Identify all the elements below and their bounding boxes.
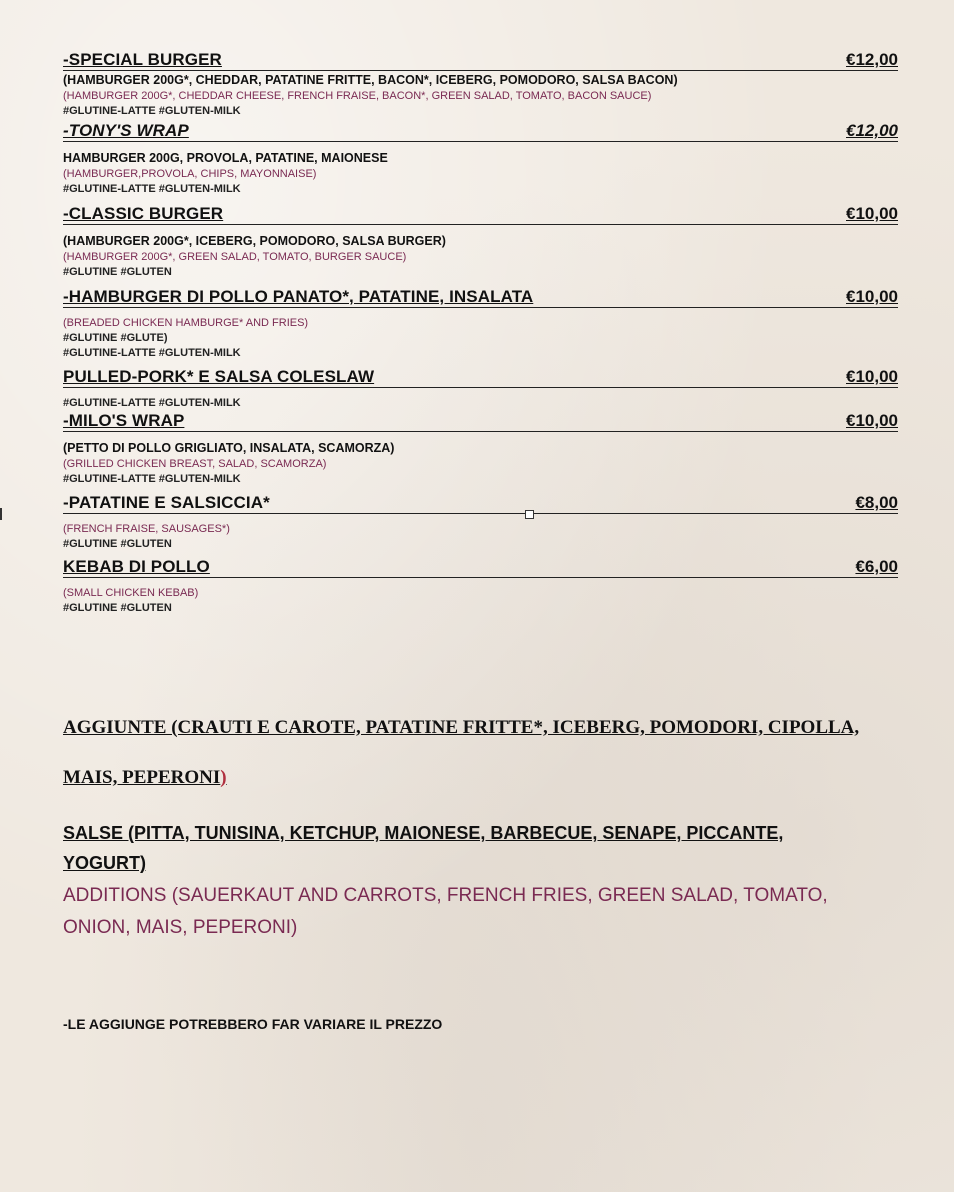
menu-item-allergens: #GLUTINE #GLUTEN xyxy=(63,602,172,614)
price-note: -LE AGGIUNGE POTREBBERO FAR VARIARE IL PREZZO xyxy=(63,1016,443,1032)
menu-item-header xyxy=(63,557,898,578)
menu-item-allergens: #GLUTINE #GLUTE) xyxy=(63,332,168,344)
menu-item-price: €10,00 xyxy=(846,204,898,223)
menu-item-tonys-wrap xyxy=(63,121,898,197)
menu-item-special-burger xyxy=(63,50,898,119)
menu-item-allergens-2: #GLUTINE-LATTE #GLUTEN-MILK xyxy=(63,347,241,359)
menu-item-price: €6,00 xyxy=(855,557,898,576)
menu-item-price: €12,00 xyxy=(846,50,898,69)
menu-item-title: KEBAB DI POLLO xyxy=(63,557,210,576)
menu-item-title: PULLED-PORK* E SALSA COLESLAW xyxy=(63,367,375,386)
aggiunte-line-1: AGGIUNTE (CRAUTI E CAROTE, PATATINE FRITTE*, ICEBERG, POMODORI, CIPOLLA, xyxy=(63,717,860,738)
menu-item-description-it: (HAMBURGER 200G*, ICEBERG, POMODORO, SALSA BURGER) xyxy=(63,234,446,248)
menu-item-header xyxy=(63,411,898,432)
menu-item-description-en: (BREADED CHICKEN HAMBURGE* AND FRIES) xyxy=(63,317,309,329)
menu-item-allergens: #GLUTINE #GLUTEN xyxy=(63,266,172,278)
menu-item-description-en: (GRILLED CHICKEN BREAST, SALAD, SCAMORZA) xyxy=(63,458,327,470)
menu-item-description-en: (FRENCH FRAISE, SAUSAGES*) xyxy=(63,523,230,535)
menu-item-price: €10,00 xyxy=(846,287,898,306)
menu-item-allergens: #GLUTINE #GLUTEN xyxy=(63,538,172,550)
menu-item-header xyxy=(63,493,898,514)
menu-item-description-it: (PETTO DI POLLO GRIGLIATO, INSALATA, SCAMORZA) xyxy=(63,441,395,455)
salse-list: SALSE (PITTA, TUNISINA, KETCHUP, MAIONESE, BARBECUE, SENAPE, PICCANTE, YOGURT) xyxy=(63,823,784,873)
aggiunte-line-2-text: MAIS, PEPERONI xyxy=(63,767,221,788)
menu-item-classic-burger xyxy=(63,204,898,280)
menu-item-description-en: (HAMBURGER 200G*, GREEN SALAD, TOMATO, BURGER SAUCE) xyxy=(63,251,407,263)
menu-item-title: -SPECIAL BURGER xyxy=(63,50,222,69)
aggiunte-line-2 xyxy=(63,767,903,789)
menu-item-title: -HAMBURGER DI POLLO PANATO*, PATATINE, INSALATA xyxy=(63,287,534,306)
menu-item-allergens: #GLUTINE-LATTE #GLUTEN-MILK xyxy=(63,183,241,195)
menu-item-header xyxy=(63,50,898,71)
aggiunte-close-paren: ) xyxy=(220,767,227,788)
menu-item-allergens: #GLUTINE-LATTE #GLUTEN-MILK xyxy=(63,397,241,409)
menu-item-header xyxy=(63,204,898,225)
menu-item-title: -CLASSIC BURGER xyxy=(63,204,224,223)
menu-item-title: -MILO'S WRAP xyxy=(63,411,185,430)
edge-marker xyxy=(0,508,2,520)
menu-item-description-it: HAMBURGER 200G, PROVOLA, PATATINE, MAIONESE xyxy=(63,151,388,165)
menu-item-description-en: (HAMBURGER 200G*, CHEDDAR CHEESE, FRENCH FRAISE, BACON*, GREEN SALAD, TOMATO, BACON SAUCE) xyxy=(63,90,652,102)
menu-item-pulled-pork xyxy=(63,367,898,411)
menu-item-title: -PATATINE E SALSICCIA* xyxy=(63,493,270,512)
menu-item-milos-wrap xyxy=(63,411,898,487)
menu-item-header xyxy=(63,367,898,388)
menu-item-price: €8,00 xyxy=(855,493,898,512)
menu-item-price: €12,00 xyxy=(846,121,898,140)
menu-item-allergens: #GLUTINE-LATTE #GLUTEN-MILK xyxy=(63,473,241,485)
menu-item-title: -TONY'S WRAP xyxy=(63,121,189,140)
menu-item-chicken-burger xyxy=(63,287,898,361)
menu-item-price: €10,00 xyxy=(846,411,898,430)
menu-item-description-en: (HAMBURGER,PROVOLA, CHIPS, MAYONNAISE) xyxy=(63,168,317,180)
menu-item-description-it: (HAMBURGER 200G*, CHEDDAR, PATATINE FRITTE, BACON*, ICEBERG, POMODORO, SALSA BACON) xyxy=(63,73,678,87)
menu-item-allergens: #GLUTINE-LATTE #GLUTEN-MILK xyxy=(63,105,241,117)
menu-item-price: €10,00 xyxy=(846,367,898,386)
menu-item-header xyxy=(63,287,898,308)
resize-handle[interactable] xyxy=(525,510,534,519)
menu-item-header xyxy=(63,121,898,142)
menu-item-chicken-kebab xyxy=(63,557,898,616)
additions-english: ADDITIONS (SAUERKAUT AND CARROTS, FRENCH FRIES, GREEN SALAD, TOMATO, ONION, MAIS, PEPERONI) xyxy=(63,885,828,938)
menu-item-fries-sausage xyxy=(63,493,898,552)
menu-item-description-en: (SMALL CHICKEN KEBAB) xyxy=(63,587,199,599)
